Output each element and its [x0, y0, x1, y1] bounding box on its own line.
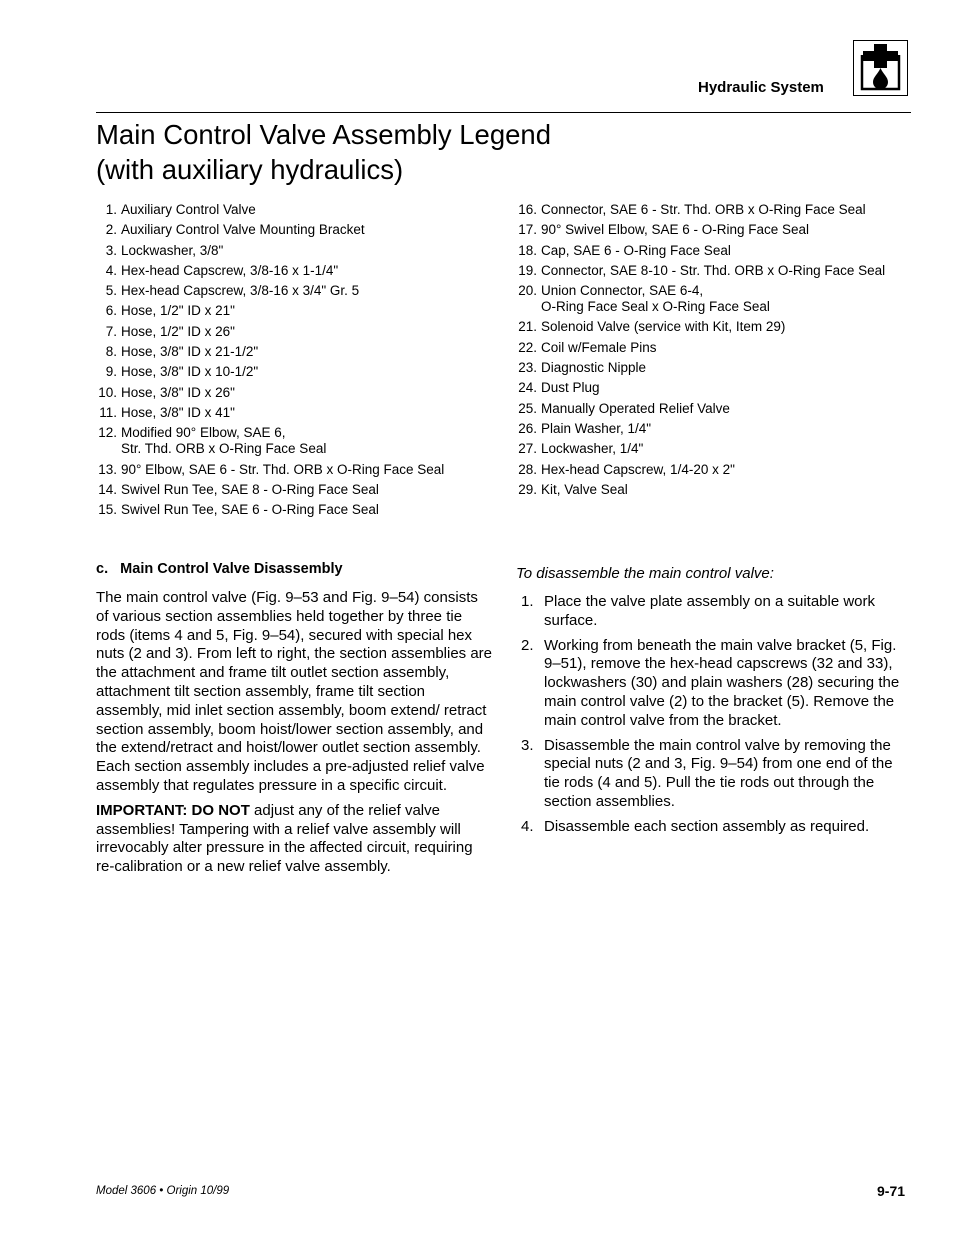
page-number: 9-71: [877, 1183, 906, 1199]
item-number: 17.: [518, 222, 537, 238]
item-number: 4.: [105, 262, 117, 278]
item-number: 18.: [518, 242, 537, 258]
item-number: 16.: [518, 202, 537, 217]
legend-item: [96, 462, 444, 478]
item-text: Hose, 1/2" ID x 26": [121, 323, 235, 339]
legend-item: [96, 222, 444, 238]
header-divider: [96, 112, 911, 113]
item-text: Lockwasher, 1/4": [541, 441, 644, 457]
item-text: Plain Washer, 1/4": [541, 420, 652, 436]
legend-item: [96, 263, 444, 279]
item-number: 29.: [518, 481, 537, 497]
item-text: Coil w/Female Pins: [541, 339, 657, 355]
legend-item: [96, 303, 444, 319]
legend-item: [96, 405, 444, 421]
item-number: 10.: [98, 384, 117, 400]
procedure-step: [516, 593, 911, 631]
item-number: 13.: [98, 461, 117, 477]
item-text: Hex-head Capscrew, 3/8-16 x 1-1/4": [121, 262, 339, 278]
legend-item: [516, 283, 885, 315]
important-label: IMPORTANT: DO NOT: [96, 801, 250, 819]
item-text: Place the valve plate assembly on a suitable work surface.: [544, 593, 876, 629]
legend-item: [96, 502, 444, 518]
item-number: 8.: [105, 344, 117, 360]
title-line: (with auxiliary hydraulics): [96, 154, 404, 185]
item-text: Hex-head Capscrew, 3/8-16 x 3/4" Gr. 5: [121, 283, 360, 299]
procedure-intro: To disassemble the main control valve:: [516, 565, 774, 582]
item-text: Dust Plug: [541, 380, 600, 396]
legend-item: [96, 482, 444, 498]
legend-item: [516, 243, 885, 259]
item-number: 22.: [518, 339, 537, 355]
procedure-step: [516, 737, 911, 812]
legend-list-right: [516, 202, 885, 502]
item-number: 15.: [98, 502, 117, 518]
legend-list-left: [96, 202, 444, 522]
section-heading: c. Main Control Valve Disassembly: [96, 561, 343, 577]
important-note: [96, 802, 492, 877]
item-text: Hose, 3/8" ID x 10-1/2": [121, 364, 259, 380]
hydraulic-fluid-icon: [853, 40, 908, 96]
item-number: 5.: [105, 283, 117, 299]
item-text: 90° Swivel Elbow, SAE 6 - O-Ring Face Seal: [541, 222, 810, 238]
section-header: Hydraulic System: [698, 79, 824, 96]
legend-item: [516, 222, 885, 238]
item-text: Hose, 1/2" ID x 21": [121, 303, 235, 319]
legend-item: [516, 441, 885, 457]
item-number: 19.: [518, 262, 537, 278]
item-number: 21.: [518, 319, 537, 335]
legend-item: [96, 425, 444, 457]
item-number: 12.: [98, 425, 117, 441]
legend-item: [96, 243, 444, 259]
item-number: 2.: [105, 222, 117, 238]
item-number: 28.: [518, 461, 537, 477]
legend-item: [96, 283, 444, 299]
description-paragraph: The main control valve (Fig. 9–53 and Fig. 9–54) consists of various section assemblies held together by three tie rods (items 4 and 5, Fig. 9–54), secured with special hex nuts (2 and 3). From left to right, the section assemblies are the attachment and frame tilt outlet section assembly, attachment tilt section assembly, frame tilt section assembly, mid inlet section assembly, boom extend/ retract section assembly, boom hoist/lower section assembly, and the extend/retract and hoist/lower outlet section assembly. Each section assembly includes a pre-adjusted relief valve assembly that regulates pressure in a specific circuit.: [96, 589, 493, 794]
item-text: Hose, 3/8" ID x 26": [121, 384, 235, 400]
legend-item: [96, 364, 444, 380]
legend-item: [516, 202, 885, 218]
procedure-step: [516, 637, 911, 731]
legend-item: [516, 319, 885, 335]
item-text: Disassemble each section assembly as required.: [544, 817, 870, 835]
item-text: Cap, SAE 6 - O-Ring Face Seal: [541, 242, 731, 258]
item-number: 25.: [518, 400, 537, 416]
footer-model: Model 3606 • Origin 10/99: [96, 1185, 230, 1197]
item-text: Connector, SAE 8-10 - Str. Thd. ORB x O-Ring Face Seal: [541, 262, 886, 278]
legend-item: [516, 482, 885, 498]
item-number: 14.: [98, 481, 117, 497]
item-text: Connector, SAE 6 - Str. Thd. ORB x O-Ring Face Seal: [541, 202, 866, 217]
legend-item: [96, 202, 444, 218]
item-text: Swivel Run Tee, SAE 8 - O-Ring Face Seal: [121, 481, 379, 497]
item-number: 9.: [105, 364, 117, 380]
legend-item: [516, 401, 885, 417]
item-text: Hose, 3/8" ID x 21-1/2": [121, 344, 259, 360]
item-text: Manually Operated Relief Valve: [541, 400, 730, 416]
item-number: 27.: [518, 441, 537, 457]
legend-item: [96, 385, 444, 401]
legend-item: [516, 462, 885, 478]
item-number: 3.: [521, 736, 534, 754]
item-number: 20.: [518, 283, 537, 299]
item-number: 4.: [521, 817, 534, 835]
legend-item: [516, 360, 885, 376]
item-number: 26.: [518, 420, 537, 436]
item-text: Swivel Run Tee, SAE 6 - O-Ring Face Seal: [121, 502, 379, 518]
item-number: 1.: [105, 202, 117, 217]
item-text: Modified 90° Elbow, SAE 6, Str. Thd. ORB x O-Ring Face Seal: [121, 425, 327, 457]
title-line: Main Control Valve Assembly Legend: [96, 119, 552, 150]
legend-item: [516, 421, 885, 437]
legend-item: [516, 380, 885, 396]
item-text: Hose, 3/8" ID x 41": [121, 404, 235, 420]
item-text: Disassemble the main control valve by removing the special nuts (2 and 3, Fig. 9–54) from one end of the tie rods (4 and 5). Pull the tie rods out through the section assemblies.: [544, 736, 893, 810]
item-text: Auxiliary Control Valve: [121, 202, 256, 217]
item-text: 90° Elbow, SAE 6 - Str. Thd. ORB x O-Ring Face Seal: [121, 461, 445, 477]
item-number: 3.: [105, 242, 117, 258]
item-text: Working from beneath the main valve bracket (5, Fig. 9–51), remove the hex-head capscrews (32 and 33), lockwashers (30) and plain washers (28) securing the main control valve (2) to the bracket (5). Remove the main control valve from the bracket.: [544, 636, 900, 729]
legend-item: [96, 344, 444, 360]
item-text: Lockwasher, 3/8": [121, 242, 224, 258]
item-number: 6.: [105, 303, 117, 319]
item-number: 2.: [521, 636, 534, 654]
legend-item: [96, 324, 444, 340]
item-number: 1.: [521, 593, 534, 610]
item-number: 24.: [518, 380, 537, 396]
section-body: [96, 589, 492, 883]
item-number: 11.: [99, 404, 117, 420]
page-title: [96, 117, 551, 187]
item-text: Kit, Valve Seal: [541, 481, 628, 497]
legend-item: [516, 263, 885, 279]
item-text: Hex-head Capscrew, 1/4-20 x 2": [541, 461, 735, 477]
item-number: 23.: [518, 360, 537, 376]
item-text: Solenoid Valve (service with Kit, Item 29): [541, 319, 786, 335]
item-text: Diagnostic Nipple: [541, 360, 647, 376]
procedure-step: [516, 818, 911, 837]
important-text: adjust any of the relief valve assemblies! Tampering with a relief valve assembly will irrevocably alter pressure in the affected circuit, requiring re-calibration or a new relief valve assembly.: [96, 801, 473, 876]
item-number: 7.: [105, 323, 117, 339]
procedure-steps: [516, 593, 911, 843]
item-text: Auxiliary Control Valve Mounting Bracket: [121, 222, 365, 238]
legend-item: [516, 340, 885, 356]
item-text: Union Connector, SAE 6-4, O-Ring Face Seal x O-Ring Face Seal: [541, 283, 770, 315]
